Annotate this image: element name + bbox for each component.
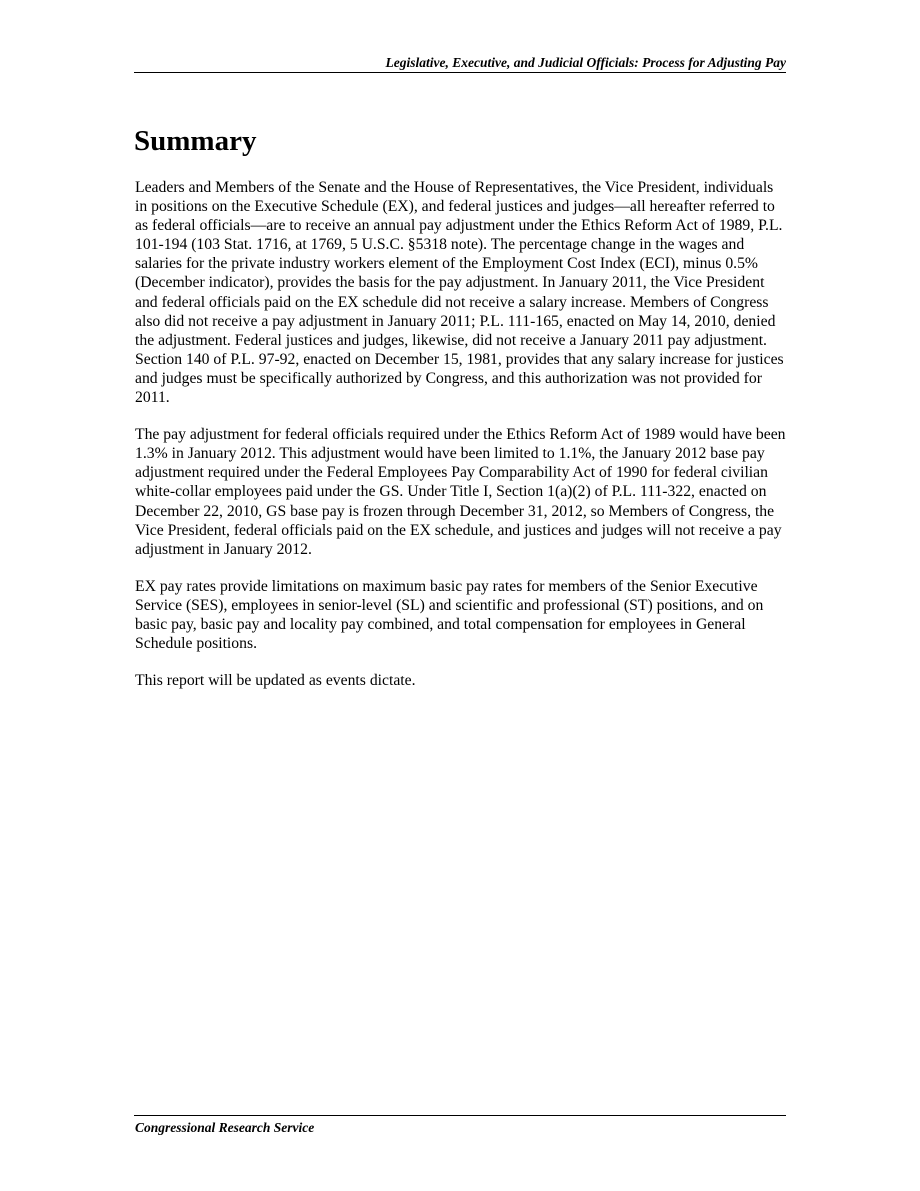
- summary-body: [135, 178, 787, 708]
- header-rule: [134, 72, 786, 73]
- page-title: Summary: [134, 125, 257, 157]
- running-header: Legislative, Executive, and Judicial Officials: Process for Adjusting Pay: [385, 55, 786, 70]
- paragraph-1: Leaders and Members of the Senate and the House of Representatives, the Vice President, individuals in positions on the Executive Schedule (EX), and federal justices and judges—all hereafter referred to as federal officials—are to receive an annual pay adjustment under the Ethics Reform Act of 1989, P.L. 101-194 (103 Stat. 1716, at 1769, 5 U.S.C. §5318 note). The percentage change in the wages and salaries for the private industry workers element of the Employment Cost Index (ECI), minus 0.5% (December indicator), provides the basis for the pay adjustment. In January 2011, the Vice President and federal officials paid on the EX schedule did not receive a salary increase. Members of Congress also did not receive a pay adjustment in January 2011; P.L. 111-165, enacted on May 14, 2010, denied the adjustment. Federal justices and judges, likewise, did not receive a January 2011 pay adjustment. Section 140 of P.L. 97-92, enacted on December 15, 1981, provides that any salary increase for justices and judges must be specifically authorized by Congress, and this authorization was not provided for 2011.: [135, 179, 784, 407]
- paragraph-2: The pay adjustment for federal officials required under the Ethics Reform Act of 1989 would have been 1.3% in January 2012. This adjustment would have been limited to 1.1%, the January 2012 base pay adjustment required under the Federal Employees Pay Comparability Act of 1990 for federal civilian white-collar employees paid under the GS. Under Title I, Section 1(a)(2) of P.L. 111-322, enacted on December 22, 2010, GS base pay is frozen through December 31, 2012, so Members of Congress, the Vice President, federal officials paid on the EX schedule, and justices and judges will not receive a pay adjustment in January 2012.: [135, 426, 786, 558]
- paragraph-4: This report will be updated as events dictate.: [135, 672, 416, 690]
- running-footer: Congressional Research Service: [135, 1120, 315, 1135]
- paragraph-3: EX pay rates provide limitations on maximum basic pay rates for members of the Senior Executive Service (SES), employees in senior-level (SL) and scientific and professional (ST) positions, and on basic pay, basic pay and locality pay combined, and total compensation for employees in General Schedule positions.: [135, 577, 764, 653]
- footer-rule: [134, 1115, 786, 1116]
